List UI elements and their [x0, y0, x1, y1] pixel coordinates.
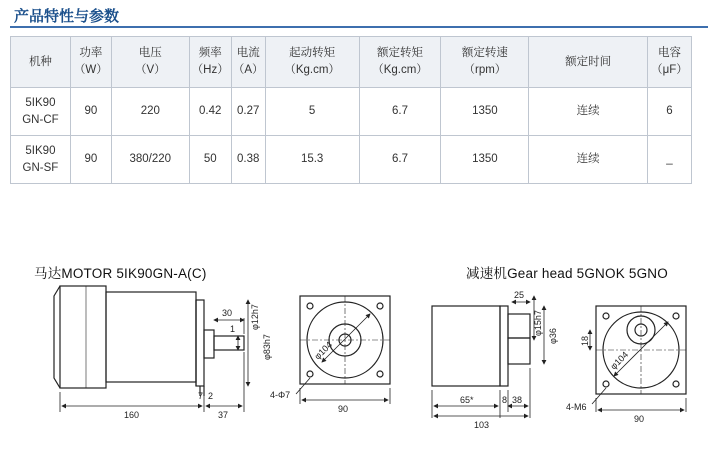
gear-side-view [432, 296, 544, 418]
dim-7: 7 [198, 391, 204, 401]
cell-rated-speed: 1350 [441, 88, 529, 136]
cell-capacitor: 6 [647, 88, 691, 136]
cell-current: 0.27 [231, 88, 265, 136]
header-voltage: 电压 （V） [111, 37, 189, 88]
dim-phi104-gear: φ104 [608, 349, 631, 372]
cell-start-torque: 15.3 [265, 136, 359, 184]
cell-duty: 连续 [529, 136, 648, 184]
header-current: 电流 （A） [231, 37, 265, 88]
dim-4-m6: 4-M6 [566, 402, 587, 412]
dim-90-motor: 90 [338, 404, 349, 414]
header-model: 机种 [11, 37, 71, 88]
motor-front-view [296, 296, 390, 404]
gear-front-view [590, 306, 686, 412]
motor-caption: 马达MOTOR 5IK90GN-A(C) [34, 266, 207, 281]
header-start-torque: 起动转矩 （Kg.cm） [265, 37, 359, 88]
dim-30: 30 [222, 308, 233, 318]
cell-model: 5IK90 GN-CF [11, 88, 71, 136]
cell-model: 5IK90 GN-SF [11, 136, 71, 184]
dim-160: 160 [124, 410, 140, 420]
cell-frequency: 0.42 [189, 88, 231, 136]
dim-18: 18 [580, 335, 590, 346]
cell-rated-torque: 6.7 [359, 136, 441, 184]
dim-phi12h7: φ12h7 [250, 304, 260, 330]
motor-side-view [54, 286, 248, 412]
dim-phi83h7: φ83h7 [262, 334, 272, 360]
cell-power: 90 [70, 88, 111, 136]
section-title: 产品特性与参数 [14, 8, 120, 25]
dim-38: 38 [512, 395, 523, 405]
cell-frequency: 50 [189, 136, 231, 184]
header-capacitor: 电容 （μF） [647, 37, 691, 88]
header-frequency: 频率 （Hz） [189, 37, 231, 88]
cell-voltage: 220 [111, 88, 189, 136]
cell-power: 90 [70, 136, 111, 184]
cell-capacitor: _ [647, 136, 691, 184]
header-rated-speed: 额定转速 （rpm） [441, 37, 529, 88]
cell-rated-torque: 6.7 [359, 88, 441, 136]
cell-start-torque: 5 [265, 88, 359, 136]
dim-1: 1 [230, 324, 236, 334]
dim-37: 37 [218, 410, 229, 420]
dim-25: 25 [514, 290, 525, 300]
header-rated-torque: 额定转矩 （Kg.cm） [359, 37, 441, 88]
dim-4-phi7: 4-Φ7 [270, 390, 291, 400]
dim-phi36: φ36 [548, 328, 558, 344]
dim-103: 103 [474, 420, 490, 430]
dim-65: 65* [460, 395, 474, 405]
cell-duty: 连续 [529, 88, 648, 136]
dim-phi15h7: φ15h7 [533, 310, 543, 336]
cell-voltage: 380/220 [111, 136, 189, 184]
header-power: 功率 （W） [70, 37, 111, 88]
cell-current: 0.38 [231, 136, 265, 184]
cell-rated-speed: 1350 [441, 136, 529, 184]
dim-90-gear: 90 [634, 414, 645, 424]
gear-caption: 减速机Gear head 5GNOK 5GNO [466, 266, 668, 281]
dim-phi104: φ104 [312, 339, 335, 362]
dim-8: 8 [502, 395, 508, 405]
header-duty: 额定时间 [529, 37, 648, 88]
dim-2: 2 [208, 391, 214, 401]
